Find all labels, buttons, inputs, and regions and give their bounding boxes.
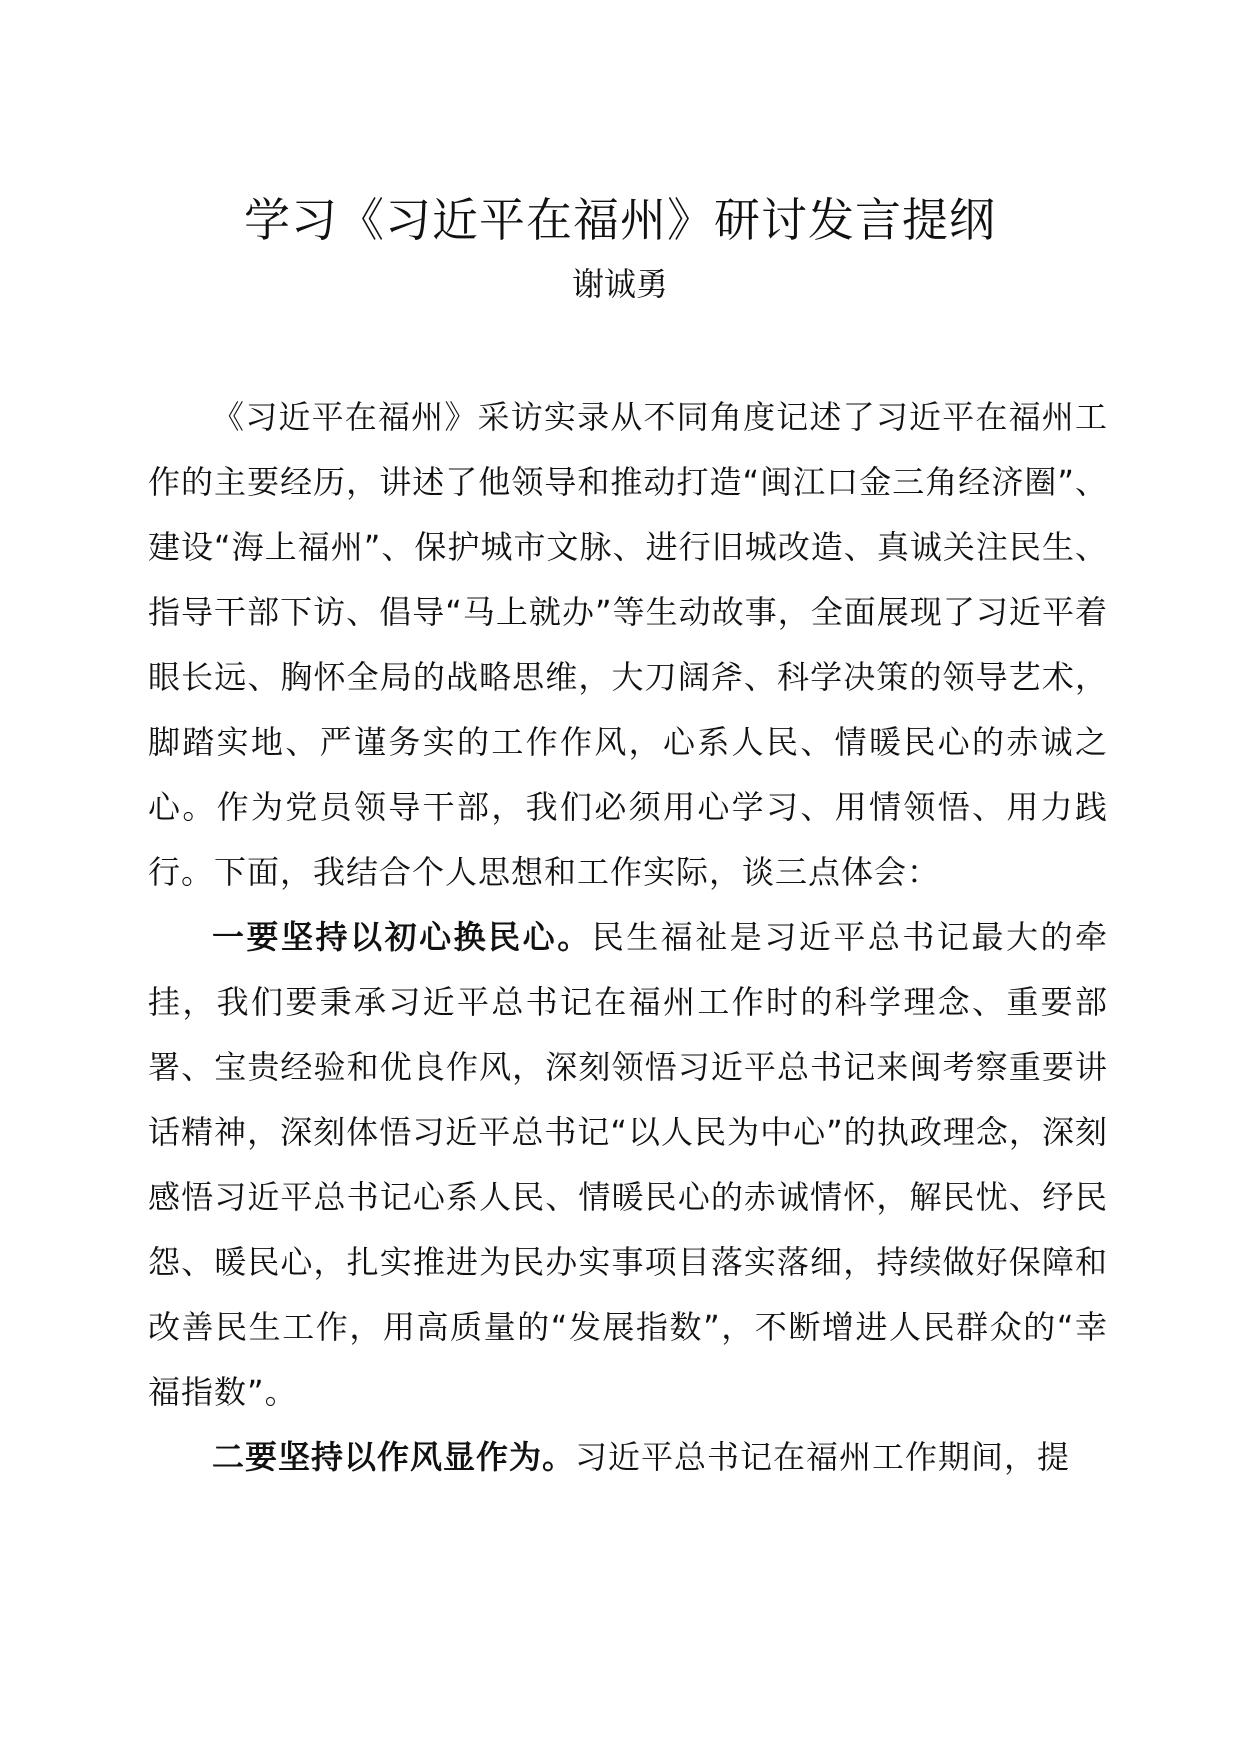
paragraph-text: 民生福祉是习近平总书记最大的牵挂，我们要秉承习近平总书记在福州工作时的科学理念、重要部署、宝贵经验和优良作风，深刻领悟习近平总书记来闽考察重要讲话精神，深刻体悟习近平总书记“以人民为中心”的执政理念，深刻感悟习近平总书记心系人民、情暖民心的赤诚情怀，解民忧、纾民怨、暖民心，扎实推进为民办实事项目落实落细，持续做好保障和改善民生工作，用高质量的“发展指数”，不断增进人民群众的“幸福指数”。: [148, 918, 1108, 1411]
paragraph-text: 《习近平在福州》采访实录从不同角度记述了习近平在福州工作的主要经历，讲述了他领导和推动打造“闽江口金三角经济圈”、建设“海上福州”、保护城市文脉、进行旧城改造、真诚关注民生、指导干部下访、倡导“马上就办”等生动故事，全面展现了习近平着眼长远、胸怀全局的战略思维，大刀阔斧、科学决策的领导艺术，脚踏实地、严谨务实的工作作风，心系人民、情暖民心的赤诚之心。作为党员领导干部，我们必须用心学习、用情领悟、用力践行。下面，我结合个人思想和工作实际，谈三点体会：: [148, 398, 1108, 891]
paragraph-point-one: [148, 905, 1108, 1425]
document-title: 学习《习近平在福州》研讨发言提纲: [244, 193, 996, 247]
paragraph-heading: 二要坚持以作风显作为。: [212, 1438, 576, 1476]
paragraph-intro: [148, 385, 1108, 905]
paragraph-heading: 一要坚持以初心换民心。: [212, 918, 592, 956]
document-body: [148, 385, 1108, 1490]
paragraph-point-two: [148, 1425, 1108, 1490]
author-name: 谢诚勇: [571, 265, 668, 303]
paragraph-text: 习近平总书记在福州工作期间，提: [575, 1438, 1071, 1476]
